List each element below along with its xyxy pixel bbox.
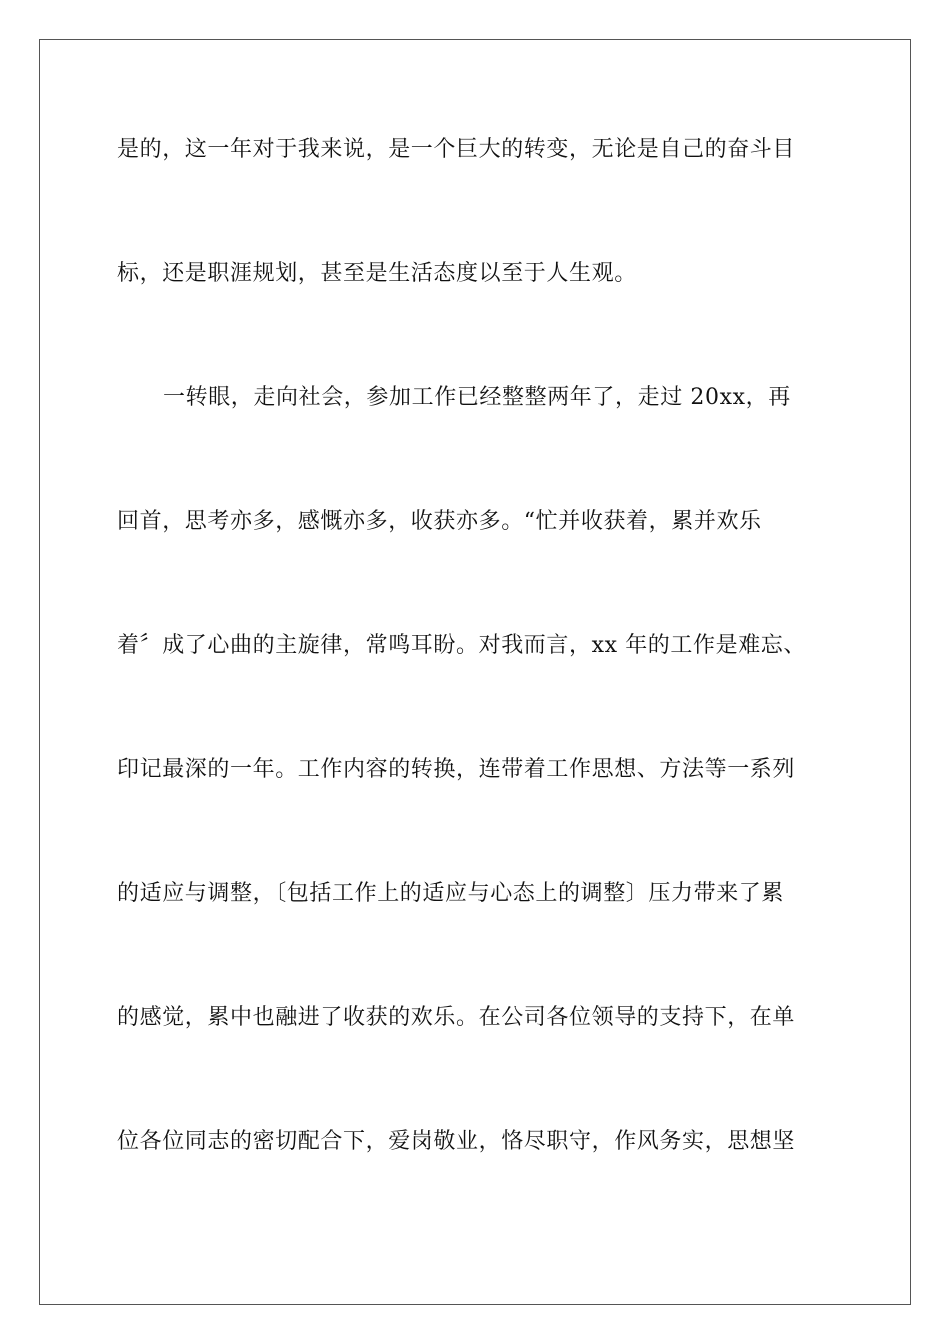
text-line: 标，还是职涯规划，甚至是生活态度以至于人生观。 [117, 261, 637, 286]
text-line: 着〞成了心曲的主旋律，常鸣耳盼。对我而言，xx 年的工作是难忘、 [117, 633, 807, 658]
text-line: 位各位同志的密切配合下，爱岗敬业，恪尽职守，作风务实，思想坚 [117, 1129, 796, 1154]
text-line: 印记最深的一年。工作内容的转换，连带着工作思想、方法等一系列 [117, 757, 796, 782]
text-line: 是的，这一年对于我来说，是一个巨大的转变，无论是自己的奋斗目 [117, 137, 796, 162]
paragraph-start-line: 一转眼，走向社会，参加工作已经整整两年了，走过 20xx，再 [163, 385, 791, 410]
text-line: 的适应与调整，〔包括工作上的适应与心态上的调整〕压力带来了累 [117, 881, 785, 906]
text-line: 的感觉，累中也融进了收获的欢乐。在公司各位领导的支持下，在单 [117, 1005, 796, 1030]
text-line: 回首，思考亦多，感慨亦多，收获亦多。“忙并收获着，累并欢乐 [117, 509, 762, 534]
page-border [39, 39, 911, 1305]
